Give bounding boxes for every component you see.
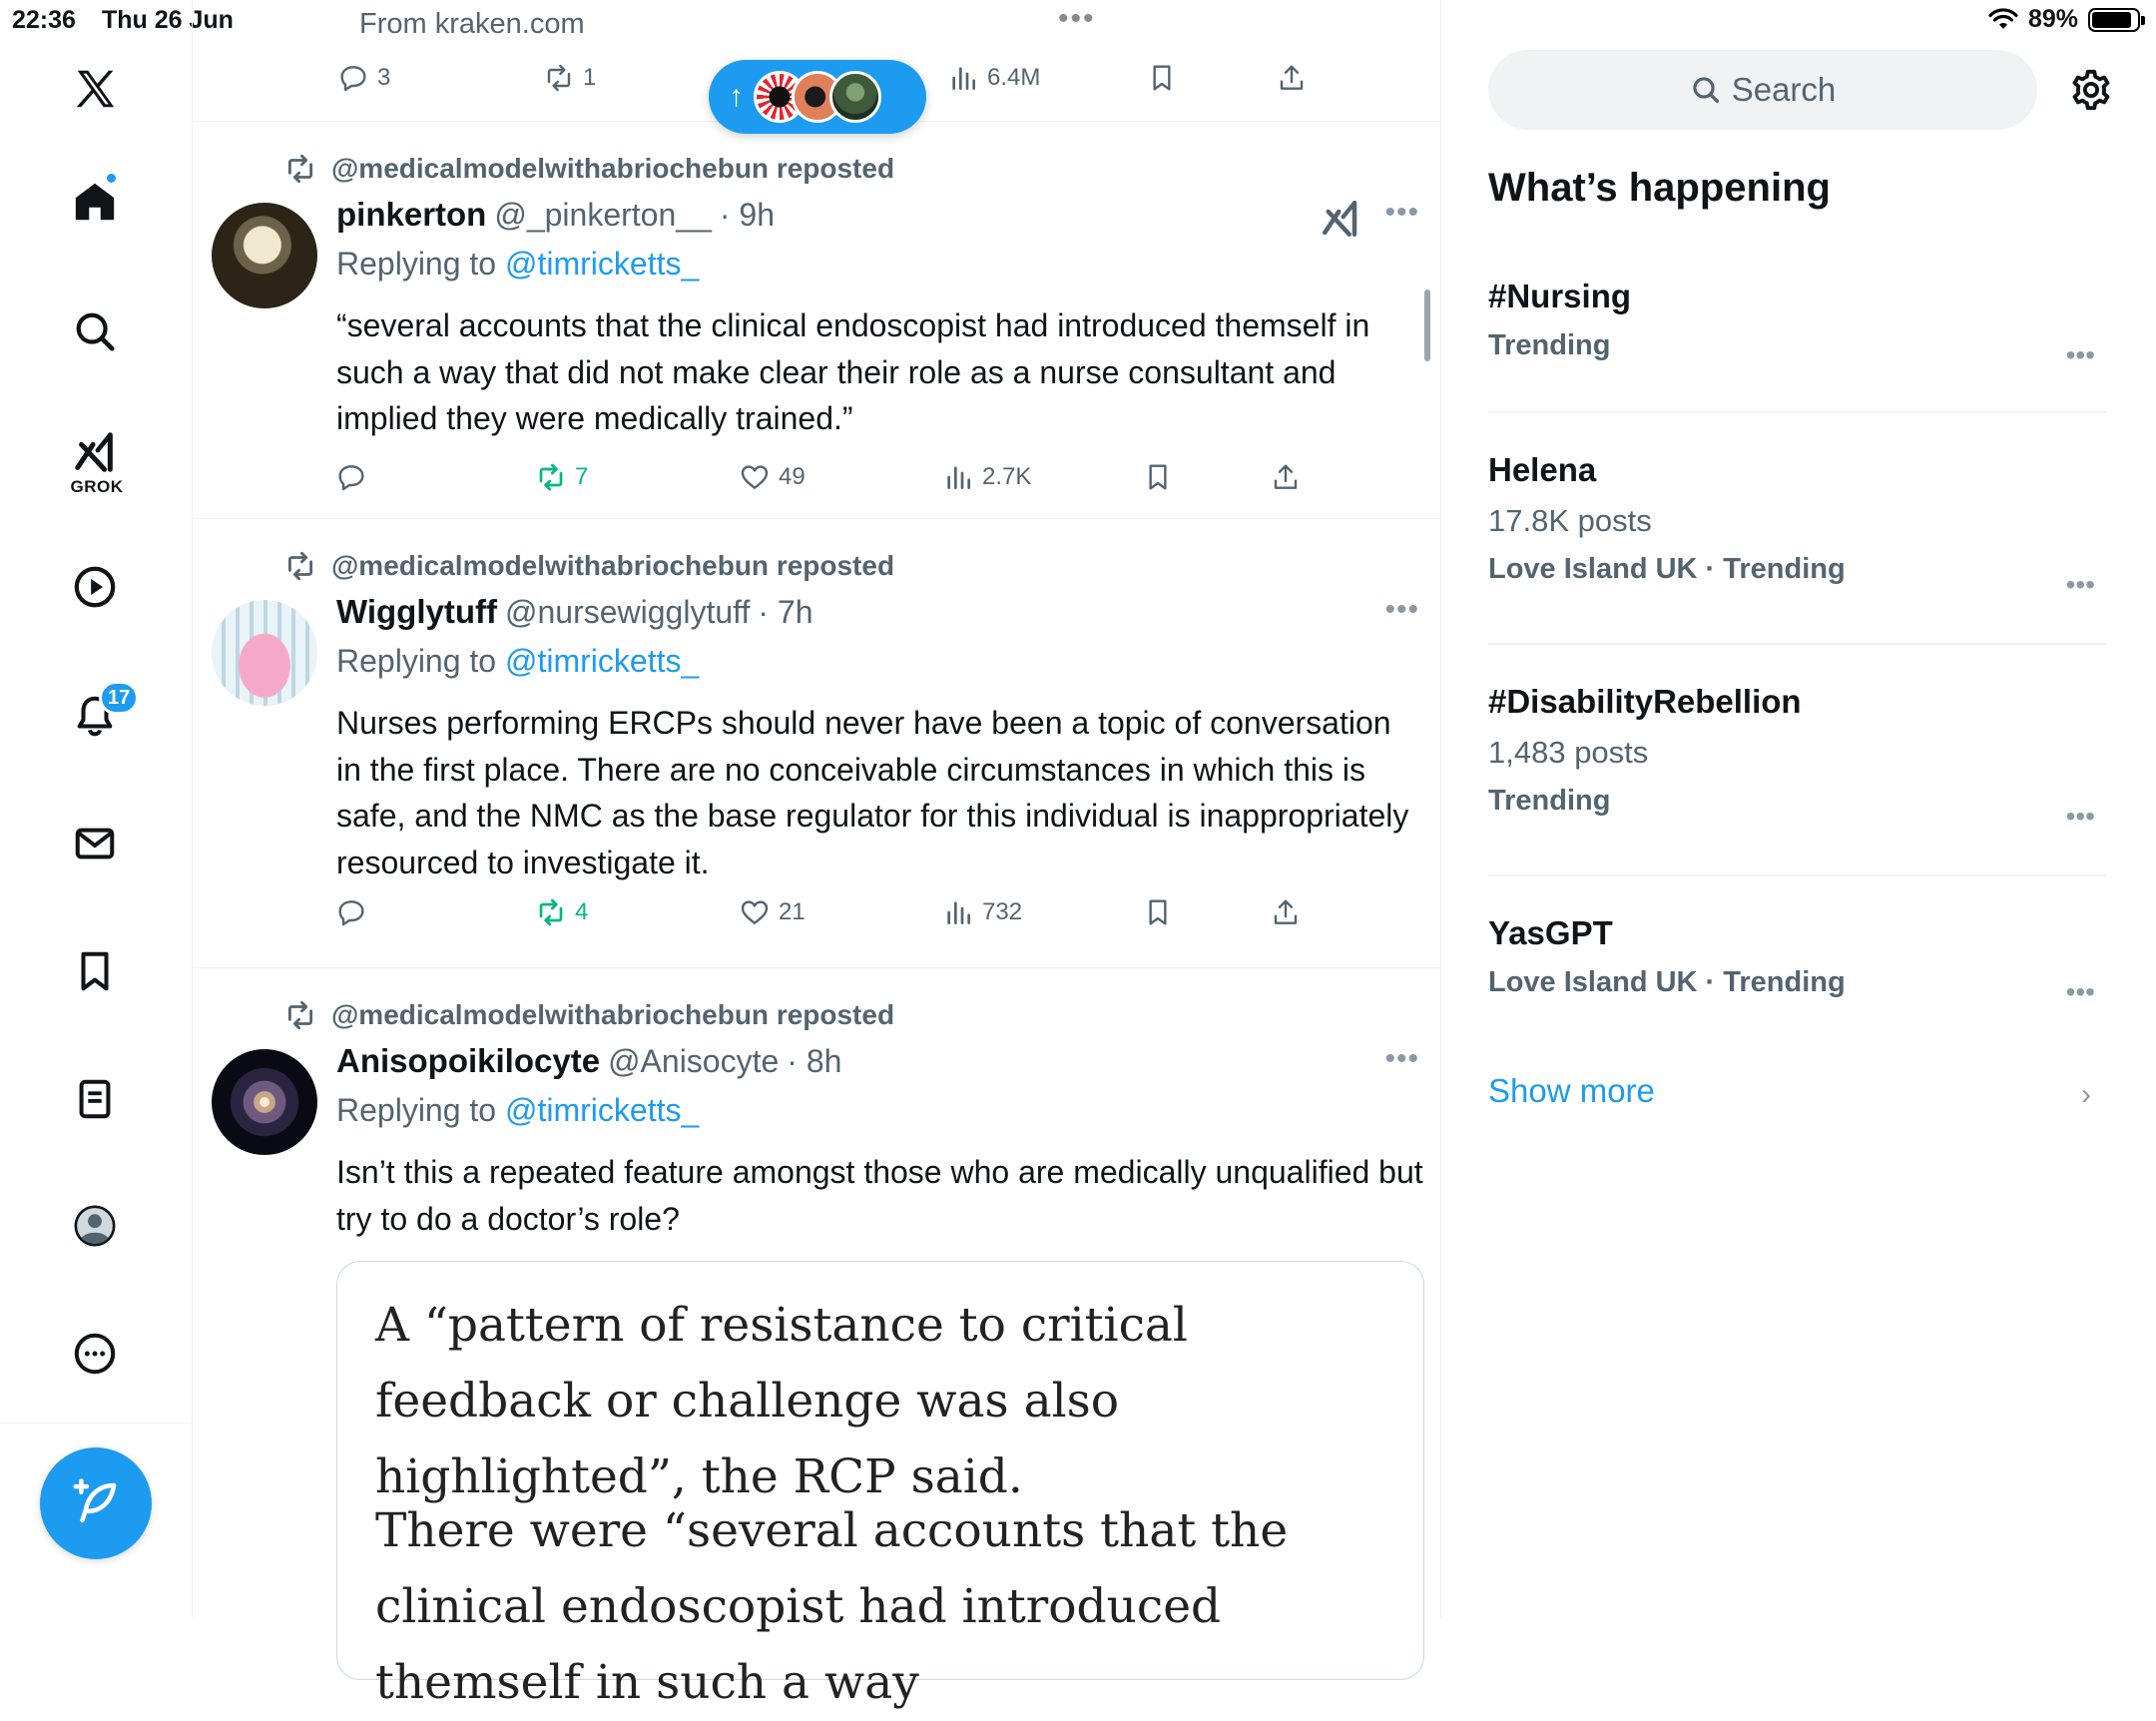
trend-more-icon[interactable]: •••	[2065, 801, 2095, 832]
share-icon	[1270, 896, 1302, 928]
reposted-by-text: @medicalmodelwithabriochebun reposted	[331, 550, 895, 581]
whats-happening-title: What’s happening	[1488, 166, 1831, 210]
quote-paragraph: A “pattern of resistance to critical feedback or challenge was also highlighted”, the RCP said.	[375, 1298, 1188, 1504]
reply-count: 3	[377, 64, 391, 91]
views-count: 6.4M	[987, 64, 1041, 91]
share-action[interactable]	[1270, 461, 1302, 493]
divider	[1488, 874, 2107, 876]
author-handle[interactable]: @_pinkerton__	[494, 197, 712, 233]
trend-name: Helena	[1488, 451, 1597, 488]
multitasking-dots-icon[interactable]: •••	[1058, 2, 1096, 35]
mail-icon[interactable]	[60, 809, 130, 878]
tweet-time[interactable]: · 7h	[758, 594, 813, 630]
trend-more-icon[interactable]: •••	[2065, 976, 2095, 1007]
views-icon	[942, 896, 974, 928]
repost-count: 4	[575, 898, 589, 925]
reply-icon	[335, 896, 367, 928]
bookmark-action[interactable]	[1142, 896, 1174, 928]
x-logo-icon[interactable]	[60, 54, 130, 124]
heart-icon	[739, 896, 771, 928]
repost-count: 1	[583, 64, 597, 91]
scrollbar-thumb[interactable]	[1424, 289, 1430, 361]
reply-action[interactable]	[335, 896, 367, 928]
trend-posts: 17.8K posts	[1488, 503, 1652, 538]
tweet-header	[336, 196, 775, 234]
trend-name: #Nursing	[1488, 278, 1632, 314]
author-name[interactable]: Wigglytuff	[336, 593, 497, 630]
ad-source-line: From kraken.com	[359, 8, 585, 40]
home-icon[interactable]	[60, 167, 130, 237]
right-sidebar	[1442, 0, 2156, 1617]
search-icon[interactable]	[60, 296, 130, 366]
trend-meta: Love Island UK · Trending	[1488, 966, 1846, 998]
quoted-article-image[interactable]	[336, 1261, 1424, 1710]
views-icon	[947, 62, 979, 94]
search-icon	[1690, 74, 1722, 106]
more-icon[interactable]	[60, 1319, 130, 1389]
left-sidebar	[0, 0, 193, 1617]
repost-icon	[543, 62, 575, 94]
main-feed	[194, 0, 1441, 1710]
author-name[interactable]: pinkerton	[336, 196, 487, 233]
chevron-right-icon[interactable]: ›	[2081, 1078, 2091, 1111]
reposted-by[interactable]	[283, 549, 894, 583]
avatar[interactable]	[212, 203, 317, 308]
tweet-actions	[194, 461, 1441, 501]
search-placeholder: Search	[1731, 71, 1837, 108]
share-icon	[1276, 62, 1308, 94]
views-action[interactable]	[942, 896, 1022, 928]
tweet-header	[336, 593, 812, 631]
bookmark-icon	[1146, 62, 1178, 94]
pill-avatar	[829, 71, 881, 123]
reposted-by[interactable]	[283, 998, 894, 1032]
views-icon	[942, 461, 974, 493]
repost-icon	[535, 461, 567, 493]
trend-item[interactable]	[1488, 451, 2107, 600]
status-date: Thu 26 Jun	[102, 6, 234, 34]
like-count: 21	[779, 898, 806, 925]
compose-button[interactable]	[40, 1447, 152, 1559]
share-icon	[1270, 461, 1302, 493]
battery-percent: 89%	[2027, 5, 2078, 33]
tweet-time[interactable]: · 8h	[787, 1043, 842, 1079]
repost-icon	[535, 896, 567, 928]
trend-posts: 1,483 posts	[1488, 735, 1649, 770]
tweet-header	[336, 1042, 841, 1080]
trend-meta: Trending	[1488, 329, 1611, 361]
video-icon[interactable]	[60, 552, 130, 622]
share-action[interactable]	[1270, 896, 1302, 928]
author-handle[interactable]: @nursewigglytuff	[505, 594, 751, 630]
tweet-time[interactable]: · 9h	[719, 197, 775, 233]
lists-icon[interactable]	[60, 1064, 130, 1134]
author-name[interactable]: Anisopoikilocyte	[336, 1042, 601, 1079]
tweet-text: Isn’t this a repeated feature amongst those who are medically unqualified but try to do a doctor’s role?	[336, 1154, 1423, 1237]
avatar[interactable]	[212, 1049, 317, 1155]
notifications-badge: 17	[99, 681, 139, 715]
quote-paragraph: There were “several accounts that the clinical endoscopist had introduced themself in such a way	[375, 1503, 1289, 1710]
heart-icon	[739, 461, 771, 493]
trend-item[interactable]	[1488, 278, 2107, 370]
home-new-dot	[105, 172, 118, 185]
compose-icon	[69, 1476, 123, 1530]
repost-count: 7	[575, 463, 589, 490]
reply-action[interactable]	[337, 62, 390, 94]
repost-icon	[283, 549, 317, 583]
replying-prefix: Replying to	[336, 1092, 505, 1128]
trend-name: YasGPT	[1488, 914, 1613, 951]
bookmark-icon	[1142, 896, 1174, 928]
tweet-text: “several accounts that the clinical endoscopist had introduced themself in such a way that did not make clear their role as a nurse consultant and implied they were medically trained.”	[336, 307, 1370, 436]
replying-to	[336, 643, 699, 680]
grok-label: GROK	[70, 477, 124, 496]
replying-to-link[interactable]: @timricketts_	[504, 246, 700, 282]
tweet-text: Nurses performing ERCPs should never have been a topic of conversation in the first place. There are no conceivable circumstances in which this is safe, and the NMC as the base regulator for this individual is inappropriately resourced to investigate it.	[336, 705, 1409, 880]
bookmark-action[interactable]	[1142, 461, 1174, 493]
views-action[interactable]	[947, 62, 1040, 94]
share-action[interactable]	[1276, 62, 1308, 94]
repost-action[interactable]	[535, 461, 588, 493]
sidebar-divider	[0, 1423, 193, 1424]
bookmark-action[interactable]	[1146, 62, 1178, 94]
views-count: 2.7K	[982, 463, 1032, 490]
trend-item[interactable]	[1488, 914, 2107, 1007]
search-input[interactable]	[1488, 50, 2037, 130]
repost-action[interactable]	[543, 62, 596, 94]
trend-more-icon[interactable]: •••	[2065, 339, 2095, 370]
trend-meta: Love Island UK · Trending	[1488, 553, 1846, 585]
divider	[1488, 643, 2107, 645]
gear-icon[interactable]	[2068, 67, 2114, 113]
more-options-icon[interactable]: •••	[1384, 593, 1419, 626]
tweet[interactable]	[194, 519, 1441, 968]
avatar[interactable]	[212, 600, 317, 706]
bookmark-icon	[1142, 461, 1174, 493]
repost-icon	[283, 998, 317, 1032]
replying-prefix: Replying to	[336, 246, 505, 282]
tweet-actions	[194, 896, 1441, 936]
grok-icon[interactable]	[1320, 198, 1361, 240]
profile-icon[interactable]	[60, 1191, 130, 1261]
replying-to	[336, 246, 699, 283]
reposted-by-text: @medicalmodelwithabriochebun reposted	[331, 999, 895, 1030]
replying-to-link[interactable]: @timricketts_	[504, 643, 700, 679]
replying-to-link[interactable]: @timricketts_	[504, 1092, 700, 1128]
divider	[1488, 411, 2107, 413]
views-count: 732	[982, 898, 1023, 925]
trend-name: #DisabilityRebellion	[1488, 683, 1802, 720]
more-options-icon[interactable]: •••	[1384, 196, 1419, 229]
trend-item[interactable]	[1488, 683, 2107, 832]
reply-action[interactable]	[335, 461, 367, 493]
replying-to	[336, 1092, 699, 1129]
author-handle[interactable]: @Anisocyte	[608, 1043, 780, 1079]
reposted-by[interactable]	[283, 152, 894, 186]
views-action[interactable]	[942, 461, 1031, 493]
status-time: 22:36	[12, 6, 76, 34]
trend-more-icon[interactable]: •••	[2065, 569, 2095, 600]
like-action[interactable]	[739, 896, 806, 928]
reply-icon	[335, 461, 367, 493]
bookmark-icon[interactable]	[60, 936, 130, 1006]
show-more-link[interactable]: Show more	[1488, 1072, 1655, 1109]
tweet[interactable]	[194, 122, 1441, 519]
reposted-by-text: @medicalmodelwithabriochebun reposted	[331, 153, 895, 184]
replying-prefix: Replying to	[336, 643, 505, 679]
like-action[interactable]	[739, 461, 806, 493]
reply-icon	[337, 62, 369, 94]
repost-icon	[283, 152, 317, 186]
repost-action[interactable]	[535, 896, 588, 928]
arrow-up-icon: ↑	[729, 80, 744, 113]
more-options-icon[interactable]: •••	[1384, 1042, 1419, 1075]
like-count: 49	[779, 463, 806, 490]
trend-meta: Trending	[1488, 785, 1611, 817]
